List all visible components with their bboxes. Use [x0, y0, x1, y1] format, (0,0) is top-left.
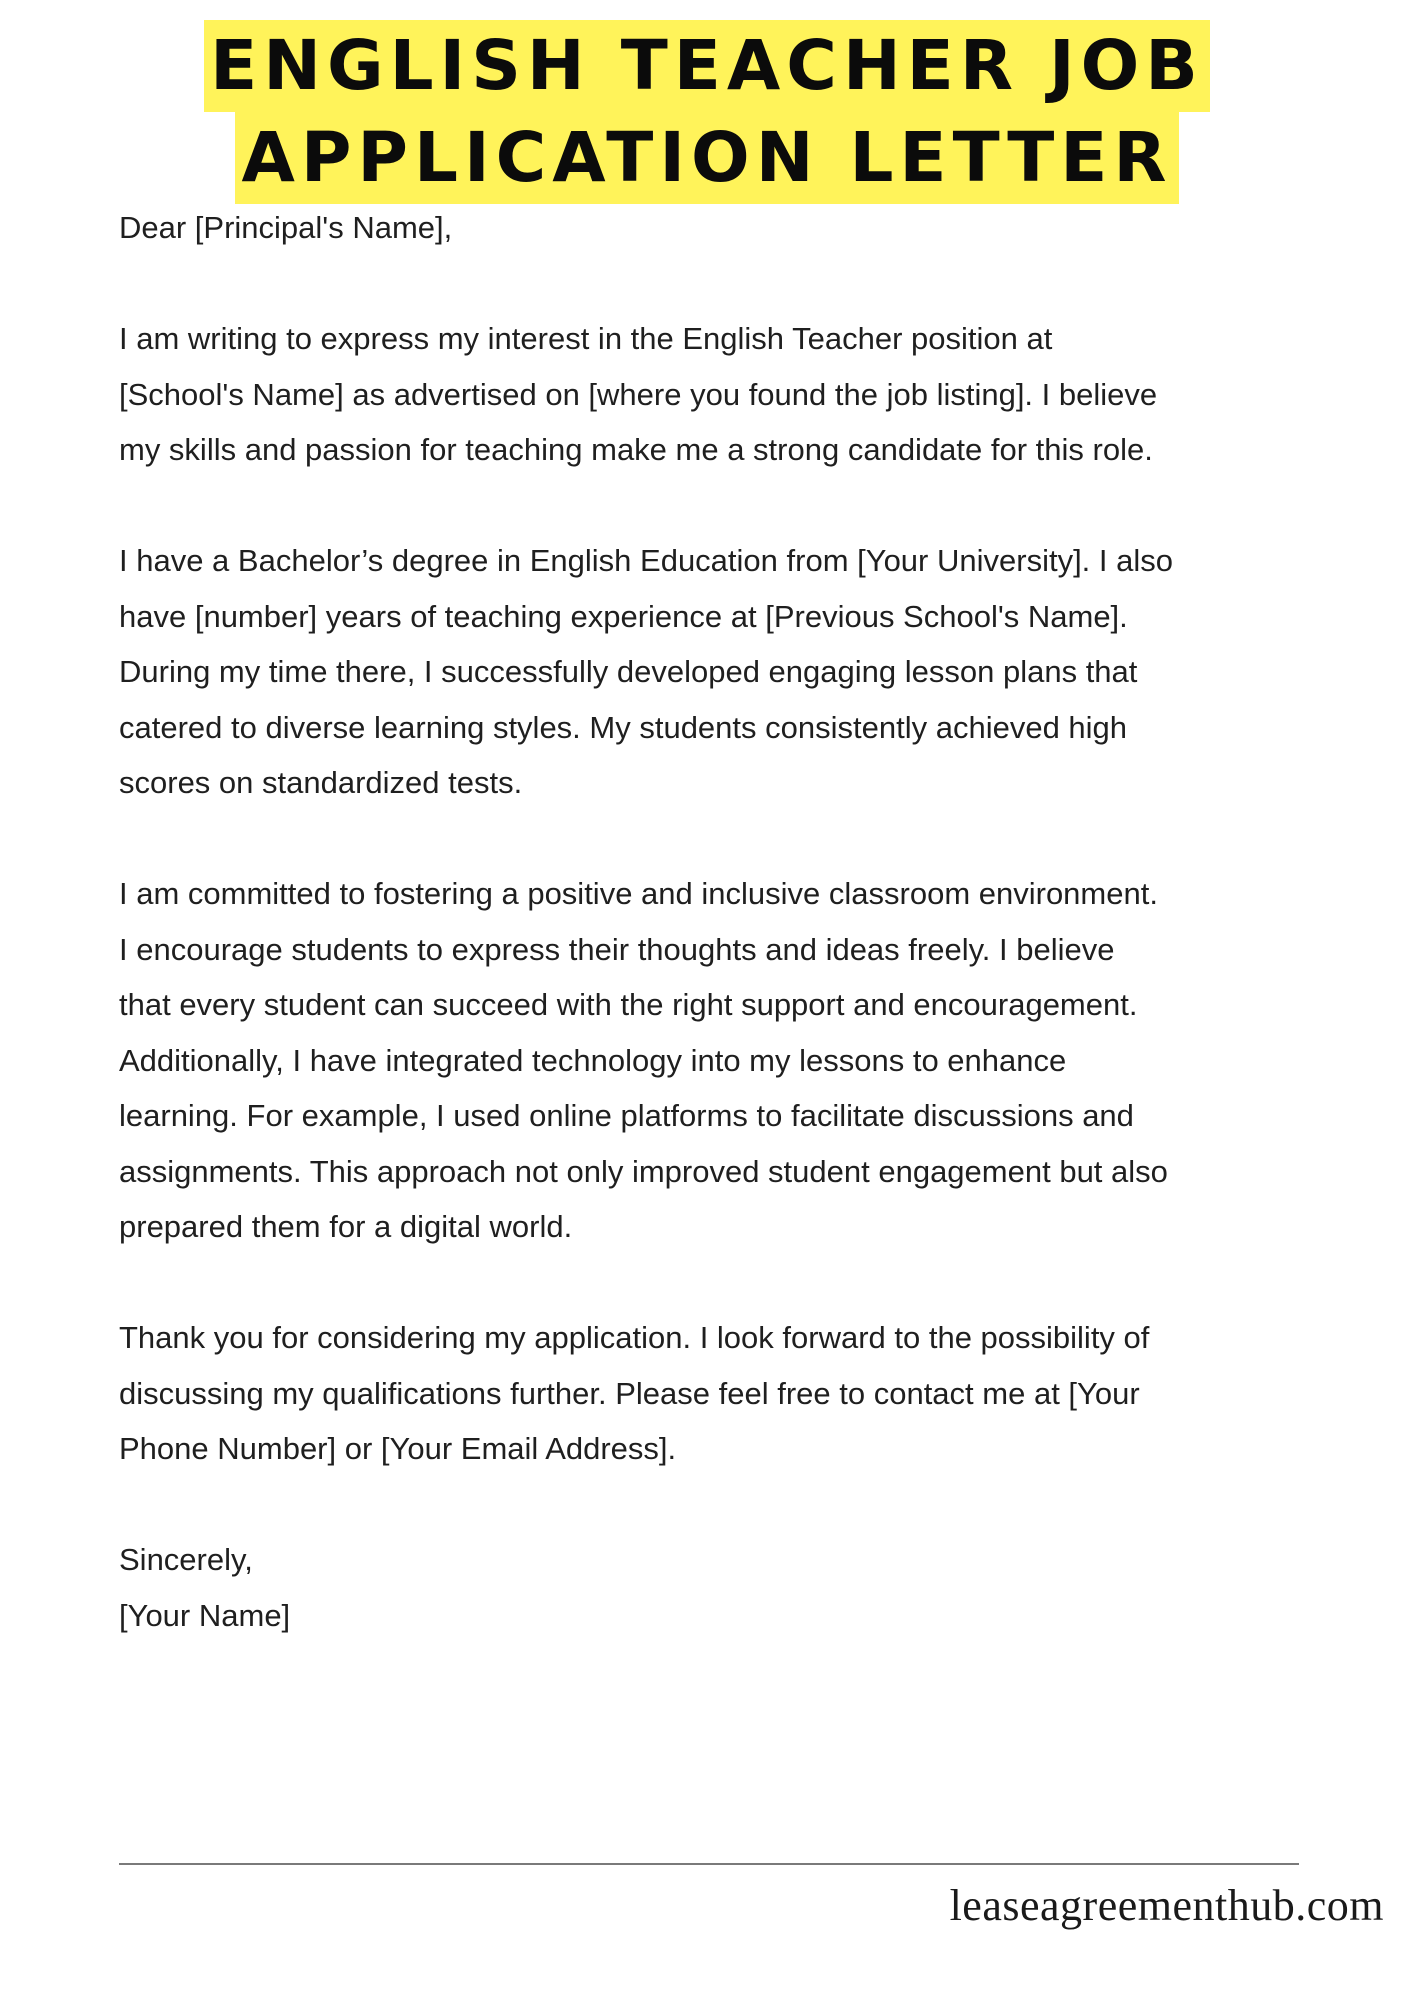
paragraph-intro [119, 311, 1319, 478]
title-line-2: APPLICATION LETTER [235, 112, 1178, 204]
letter-body [119, 200, 1319, 1643]
paragraph-line: I have a Bachelor’s degree in English Education from [Your University]. I also [119, 543, 1173, 578]
paragraph-line: I am writing to express my interest in the English Teacher position at [119, 321, 1053, 356]
paragraph-line: my skills and passion for teaching make me a strong candidate for this role. [119, 432, 1153, 467]
paragraph-line: that every student can succeed with the right support and encouragement. [119, 987, 1138, 1022]
paragraph-line: I am committed to fostering a positive and inclusive classroom environment. [119, 876, 1158, 911]
paragraph-line: prepared them for a digital world. [119, 1209, 573, 1244]
paragraph-line: discussing my qualifications further. Please feel free to contact me at [Your [119, 1375, 1140, 1411]
paragraph-line: During my time there, I successfully developed engaging lesson plans that [119, 654, 1138, 689]
paragraph-qualifications [119, 533, 1319, 811]
footer-divider [119, 1863, 1299, 1865]
paragraph-line: catered to diverse learning styles. My students consistently achieved high [119, 709, 1128, 745]
paragraph-philosophy [119, 866, 1319, 1255]
paragraph-line: Thank you for considering my application. I look forward to the possibility of [119, 1320, 1150, 1355]
signature-name: [Your Name] [119, 1597, 291, 1633]
paragraph-closing-remarks [119, 1310, 1319, 1477]
paragraph-line: assignments. This approach not only improved student engagement but also [119, 1153, 1168, 1189]
paragraph-line: Additionally, I have integrated technology into my lessons to enhance [119, 1042, 1067, 1078]
paragraph-line: [School's Name] as advertised on [where you found the job listing]. I believe [119, 376, 1158, 412]
footer-brand: leaseagreementhub.com [949, 1881, 1384, 1930]
document-title [0, 20, 1414, 204]
salutation: Dear [Principal's Name], [119, 210, 453, 245]
paragraph-line: have [number] years of teaching experience at [Previous School's Name]. [119, 598, 1128, 634]
sign-off [119, 1532, 1319, 1643]
closing-phrase: Sincerely, [119, 1542, 253, 1577]
paragraph-line: I encourage students to express their thoughts and ideas freely. I believe [119, 931, 1115, 967]
paragraph-line: learning. For example, I used online platforms to facilitate discussions and [119, 1098, 1134, 1133]
title-line-1: ENGLISH TEACHER JOB [204, 20, 1210, 112]
paragraph-line: Phone Number] or [Your Email Address]. [119, 1431, 677, 1466]
paragraph-line: scores on standardized tests. [119, 765, 523, 800]
